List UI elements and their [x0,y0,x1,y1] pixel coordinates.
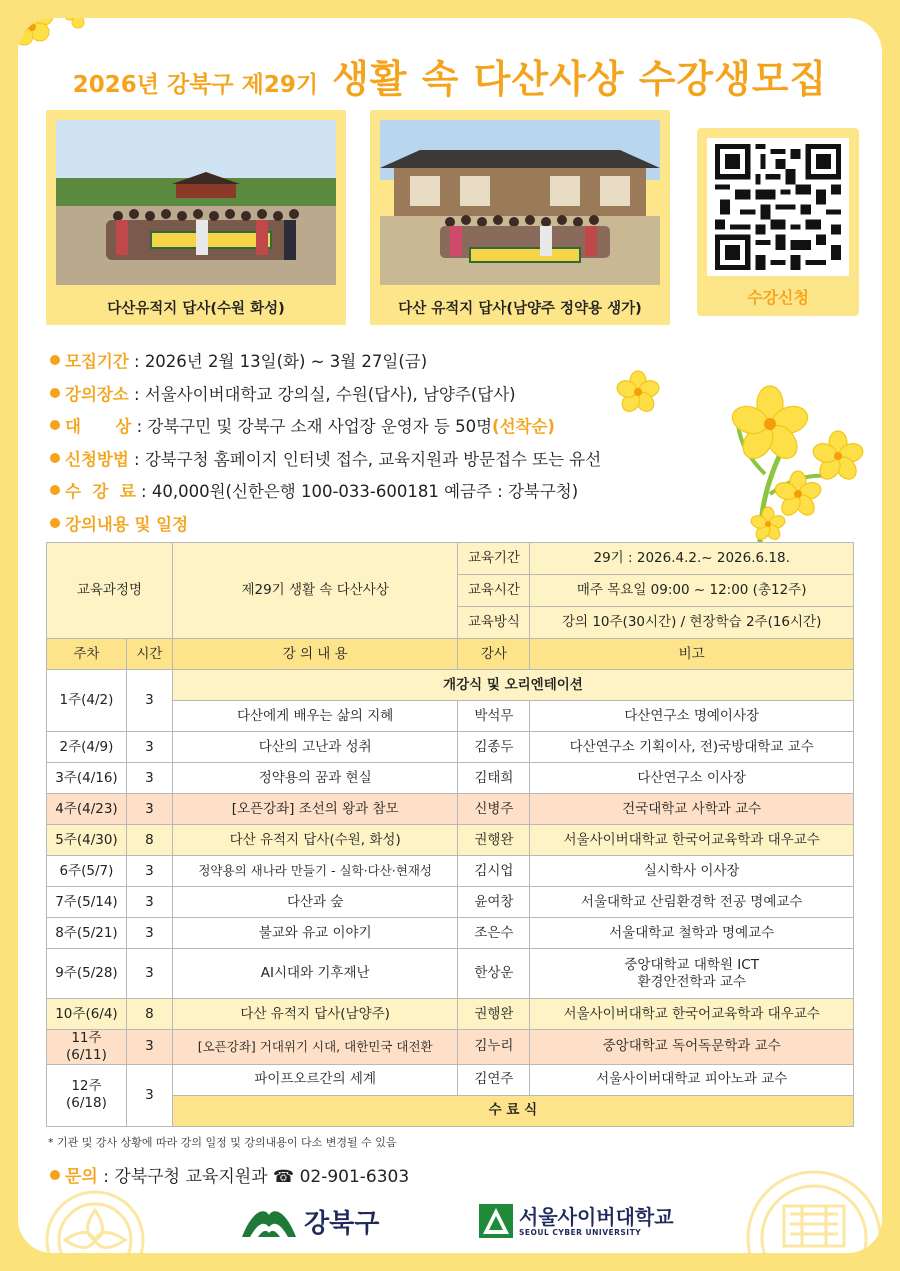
cell-note: 서울사이버대학교 한국어교육학과 대우교수 [530,825,854,856]
cell-lecturer: 조은수 [458,918,530,949]
header-note: 비고 [530,639,854,670]
title-main: 생활 속 다산사상 수강생모집 [332,57,828,101]
info-content [50,507,690,540]
header-lecturer: 강사 [458,639,530,670]
table-row [47,918,854,949]
cell-hours: 3 [126,1030,172,1065]
meta-label-time: 교육시간 [458,575,530,607]
cell-lecturer: 김종두 [458,732,530,763]
meta-value-method: 강의 10주(30시간) / 현장학습 2주(16시간) [530,607,854,639]
table-row [47,949,854,999]
info-label: 신청방법 [65,449,129,469]
cell-week: 1주(4/2) [47,670,127,732]
cell-hours: 8 [126,825,172,856]
ornament-left-decoration [40,1180,150,1253]
cell-note: 서울대학교 산림환경학 전공 명예교수 [530,887,854,918]
table-row [47,1064,854,1095]
poster-paper [18,18,882,1253]
contact-value: : 강북구청 교육지원과 ☎ 02-901-6303 [97,1167,410,1187]
cell-hours: 3 [126,856,172,887]
info-label: 강의장소 [65,384,129,404]
cell-note: 다산연구소 기획이사, 전)국방대학교 교수 [530,732,854,763]
info-value: : 강북구민 및 강북구 소재 사업장 운영자 등 50명 [131,417,493,437]
cell-note: 서울대학교 철학과 명예교수 [530,918,854,949]
seoul-cyber-text-block [519,1206,674,1237]
qr-caption: 수강신청 [747,288,809,307]
cell-hours: 3 [126,763,172,794]
seoul-cyber-logo-en: SEOUL CYBER UNIVERSITY [519,1227,642,1237]
cell-week: 8주(5/21) [47,918,127,949]
cell-note: 서울사이버대학교 한국어교육학과 대우교수 [530,999,854,1030]
cell-content: 다산에게 배우는 삶의 지혜 [172,701,458,732]
info-value: : 서울사이버대학교 강의실, 수원(답사), 남양주(답사) [128,384,516,404]
cell-week: 12주(6/18) [47,1064,127,1126]
info-target [50,409,690,442]
info-list [50,344,690,539]
cell-week: 5주(4/30) [47,825,127,856]
course-name-cell: 제29기 생활 속 다산사상 [172,543,458,639]
cell-note-line1: 중앙대학교 대학원 ICT [624,956,759,973]
cell-note: 중앙대학교 독어독문학과 교수 [530,1030,854,1065]
cell-note: 다산연구소 이사장 [530,763,854,794]
cell-week: 11주(6/11) [47,1030,127,1065]
bullet-icon [50,388,60,398]
cell-hours: 3 [126,949,172,999]
table-row [47,670,854,701]
info-label: 수 강 료 [65,482,136,502]
cell-lecturer: 권행완 [458,825,530,856]
cell-lecturer: 한상운 [458,949,530,999]
schedule-table [46,542,854,1127]
cell-lecturer: 권행완 [458,999,530,1030]
cell-content: [오픈강좌] 조선의 왕과 참모 [172,794,458,825]
info-value: : 2026년 2월 13일(화) ~ 3월 27일(금) [128,352,428,372]
cell-note: 다산연구소 명예이사장 [530,701,854,732]
footnote: * 기관 및 강사 상황에 따라 강의 일정 및 강의내용이 다소 변경될 수 있음 [48,1136,397,1149]
course-label-cell: 교육과정명 [47,543,173,639]
bullet-icon [50,518,60,528]
cell-note: 건국대학교 사학과 교수 [530,794,854,825]
header-content: 강 의 내 용 [172,639,458,670]
seoul-cyber-logo-text: 서울사이버대학교 [519,1204,674,1229]
meta-value-period: 29기 : 2026.4.2.~ 2026.6.18. [530,543,854,575]
cell-note-line2: 환경안전학과 교수 [637,973,746,990]
photo-suwon-group [56,120,336,285]
table-row-highlight [47,825,854,856]
cell-content: 정약용의 꿈과 현실 [172,763,458,794]
table-row [47,856,854,887]
cell-content: 다산 유적지 답사(수원, 화성) [172,825,458,856]
cell-week: 3주(4/16) [47,763,127,794]
info-venue [50,377,690,410]
qr-card[interactable] [697,128,859,316]
cell-note: 실시학사 이사장 [530,856,854,887]
cell-hours: 3 [126,732,172,763]
cell-hours: 3 [126,794,172,825]
table-row-highlight [47,1030,854,1065]
meta-label-method: 교육방식 [458,607,530,639]
bullet-icon [50,355,60,365]
cell-week: 7주(5/14) [47,887,127,918]
cell-lecturer: 김태희 [458,763,530,794]
info-value: : 강북구청 홈페이지 인터넷 접수, 교육지원과 방문접수 또는 유선 [128,449,602,469]
info-label: 모집기간 [65,352,129,372]
table-row [47,763,854,794]
cell-week: 10주(6/4) [47,999,127,1030]
cell-week: 6주(5/7) [47,856,127,887]
cell-week: 9주(5/28) [47,949,127,999]
cell-lecturer: 김시업 [458,856,530,887]
info-label: 강의내용 및 일정 [65,514,189,534]
title-subtitle: 2026년 강북구 제29기 [72,72,319,98]
opening-ceremony-cell: 개강식 및 오리엔테이션 [172,670,853,701]
cell-content: 다산과 숲 [172,887,458,918]
cell-hours: 3 [126,918,172,949]
info-fee [50,474,690,507]
forsythia-flower-decoration [610,364,870,544]
gangbuk-logo [240,1201,379,1241]
table-row-highlight [47,999,854,1030]
info-label: 대 상 [65,417,132,437]
cell-content: [오픈강좌] 거대위기 시대, 대한민국 대전환 [172,1030,458,1065]
closing-ceremony-cell: 수 료 식 [172,1095,853,1126]
photo-card-namyangju [370,110,670,325]
info-value: : 40,000원(신한은행 100-033-600181 예금주 : 강북구청) [135,482,579,502]
table-header-row [47,639,854,670]
header-week: 주차 [47,639,127,670]
cell-lecturer: 김누리 [458,1030,530,1065]
gangbuk-logo-text: 강북구 [304,1208,380,1239]
cell-content: 정약용의 새나라 만들기 - 실학·다산·현재성 [172,856,458,887]
cell-lecturer: 박석무 [458,701,530,732]
meta-value-time: 매주 목요일 09:00 ~ 12:00 (총12주) [530,575,854,607]
cell-week: 4주(4/23) [47,794,127,825]
photo-namyangju-group [380,120,660,285]
header-hours: 시간 [126,639,172,670]
meta-label-period: 교육기간 [458,543,530,575]
bullet-icon [50,453,60,463]
photo-caption-namyangju: 다산 유적지 답사(남양주 정약용 생가) [398,300,642,317]
cell-hours: 8 [126,999,172,1030]
cell-hours: 3 [126,670,172,732]
cell-hours: 3 [126,887,172,918]
table-row [47,732,854,763]
cell-note: 서울사이버대학교 피아노과 교수 [530,1064,854,1095]
bullet-icon [50,1170,60,1180]
seoul-cyber-icon [479,1204,513,1238]
seoul-cyber-logo [479,1204,674,1238]
cell-content: AI시대와 기후재난 [172,949,458,999]
poster-title [18,48,882,103]
cell-week: 2주(4/9) [47,732,127,763]
cell-content: 다산 유적지 답사(남양주) [172,999,458,1030]
qr-code[interactable] [707,138,849,276]
bullet-icon [50,420,60,430]
table-row-highlight [47,794,854,825]
cell-content: 불교와 유교 이야기 [172,918,458,949]
cell-lecturer: 윤여창 [458,887,530,918]
table-row [47,887,854,918]
info-period [50,344,690,377]
info-apply [50,442,690,475]
contact-label: 문의 [65,1167,98,1187]
photo-caption-suwon: 다산유적지 답사(수원 화성) [107,300,285,317]
cell-lecturer: 신병주 [458,794,530,825]
cell-lecturer: 김연주 [458,1064,530,1095]
cell-note [530,949,854,999]
cell-content: 파이프오르간의 세계 [172,1064,458,1095]
mountain-icon [240,1201,298,1241]
info-accent: (선착순) [492,417,555,437]
ornament-right-decoration [744,1158,882,1253]
cell-hours: 3 [126,1064,172,1126]
bullet-icon [50,485,60,495]
cell-content: 다산의 고난과 성취 [172,732,458,763]
photo-card-suwon [46,110,346,325]
